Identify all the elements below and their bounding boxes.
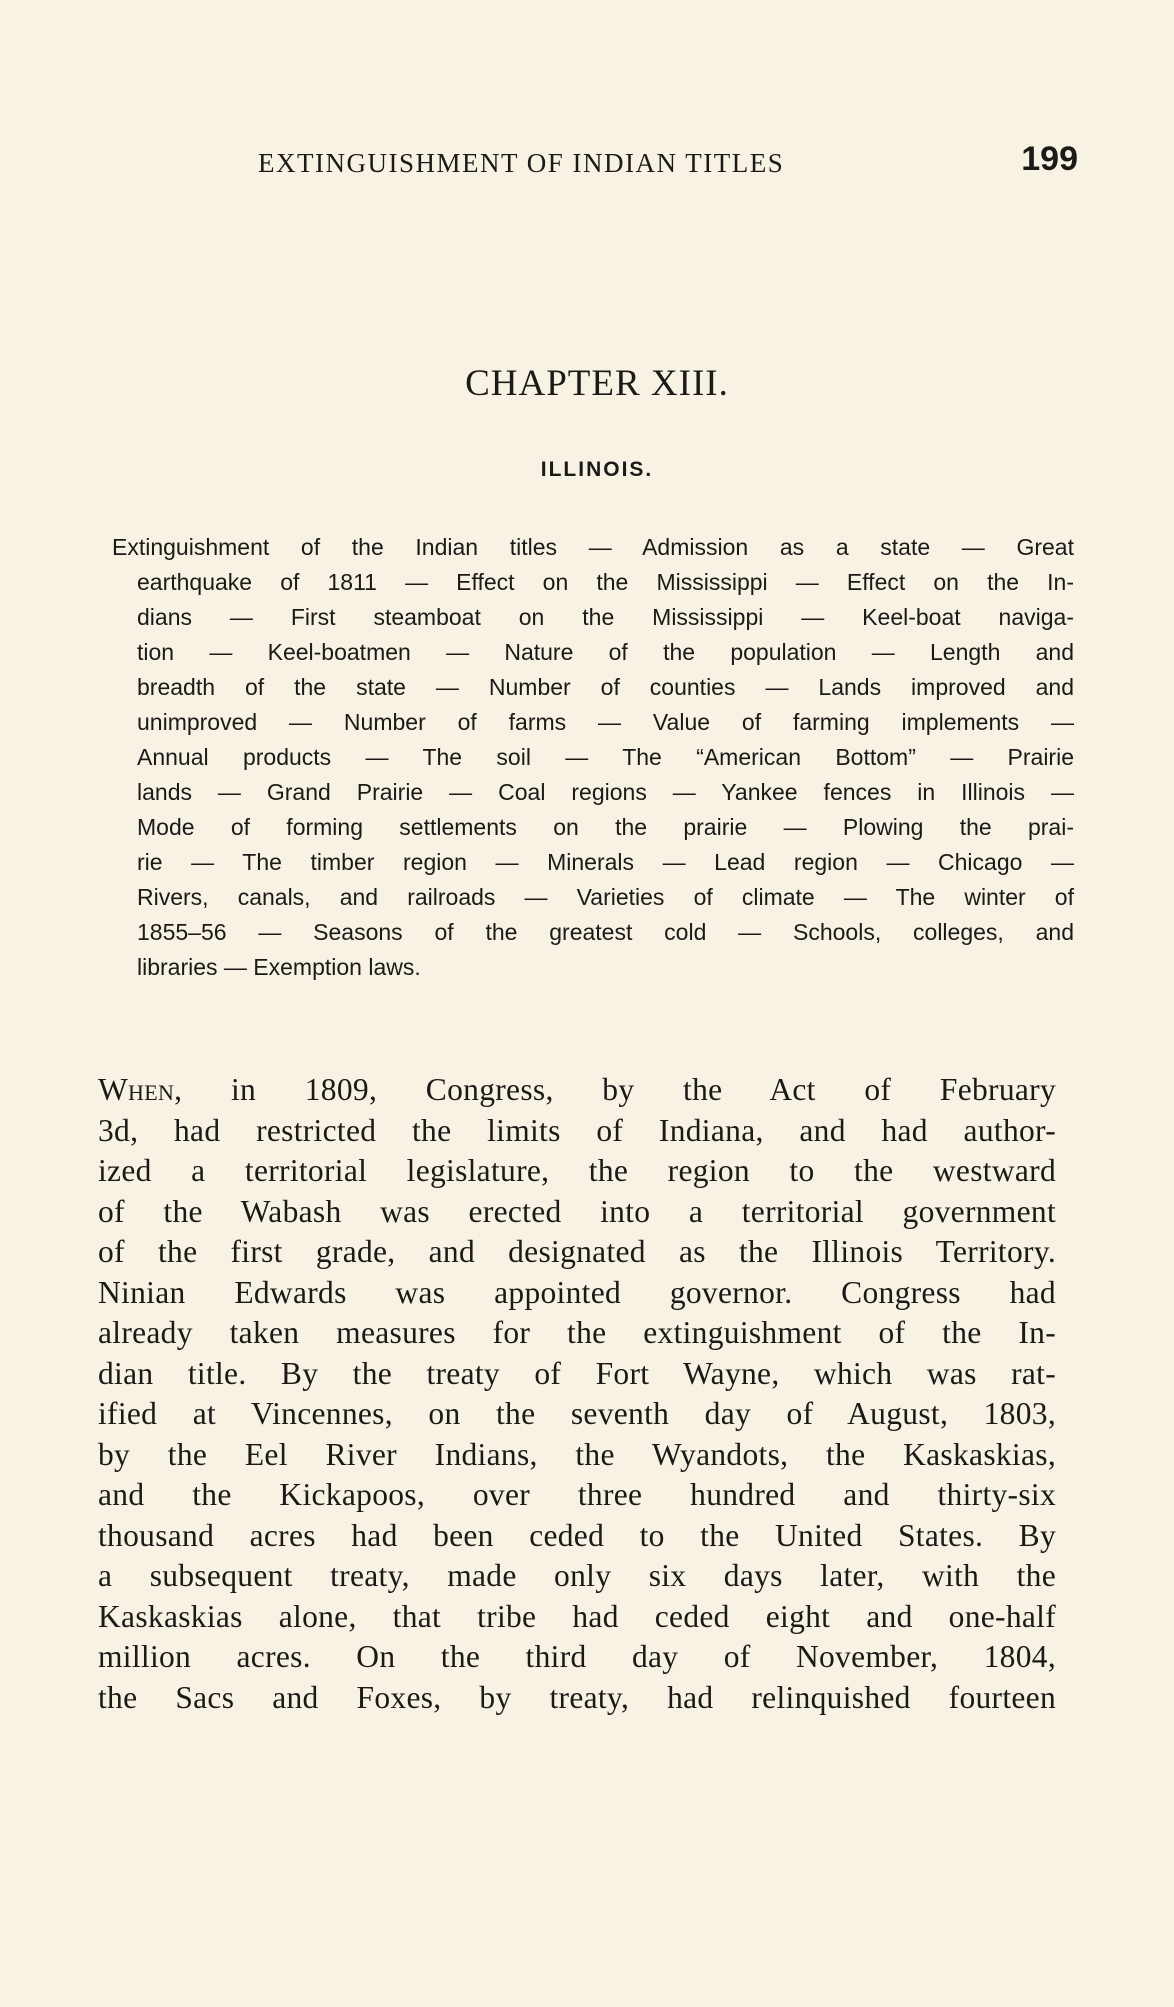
body-line: 3d, had restricted the limits of Indiana, and had author-	[98, 1112, 1056, 1148]
body-line: Ninian Edwards was appointed governor. Congress had	[98, 1274, 1056, 1310]
body-line: of the first grade, and designated as the Illinois Territory.	[98, 1234, 1056, 1269]
body-line	[98, 1070, 1056, 1111]
body-line: already taken measures for the extinguishment of the In-	[98, 1315, 1056, 1350]
body-paragraph	[98, 1070, 1056, 1718]
running-title: EXTINGUISHMENT OF INDIAN TITLES	[258, 148, 785, 178]
summary-line: tion — Keel-boatmen — Nature of the population — Length and	[137, 639, 1074, 665]
body-line: ized a territorial legislature, the region to the westward	[98, 1153, 1056, 1188]
body-line: dian title. By the treaty of Fort Wayne, which was rat-	[98, 1355, 1056, 1391]
summary-line: 1855–56 — Seasons of the greatest cold — Schools, colleges, and	[137, 919, 1074, 945]
summary-line: Annual products — The soil — The “American Bottom” — Prairie	[137, 744, 1074, 770]
summary-line: lands — Grand Prairie — Coal regions — Yankee fences in Illinois —	[137, 779, 1074, 805]
summary-line: dians — First steamboat on the Mississippi — Keel-boat naviga-	[137, 604, 1074, 630]
body-line: ified at Vincennes, on the seventh day of August, 1803,	[98, 1396, 1056, 1431]
summary-line: unimproved — Number of farms — Value of farming implements —	[137, 709, 1074, 735]
summary-line: rie — The timber region — Minerals — Lead region — Chicago —	[137, 849, 1074, 875]
summary-line: earthquake of 1811 — Effect on the Mississippi — Effect on the In-	[137, 569, 1074, 595]
summary-line: Extinguishment of the Indian titles — Admission as a state — Great	[112, 534, 1074, 560]
summary-line: Rivers, canals, and railroads — Varieties of climate — The winter of	[137, 884, 1074, 910]
opening-word: When	[98, 1072, 175, 1107]
running-head	[258, 140, 1078, 184]
body-line: million acres. On the third day of November, 1804,	[98, 1639, 1056, 1674]
body-line: and the Kickapoos, over three hundred and thirty-six	[98, 1477, 1056, 1512]
body-line: by the Eel River Indians, the Wyandots, the Kaskaskias,	[98, 1436, 1056, 1472]
summary-line: Mode of forming settlements on the prairie — Plowing the prai-	[137, 814, 1074, 840]
chapter-subtitle: ILLINOIS.	[540, 458, 654, 481]
chapter-summary	[112, 530, 1074, 985]
body-line: of the Wabash was erected into a territorial government	[98, 1193, 1056, 1229]
chapter-title: CHAPTER XIII.	[465, 363, 729, 404]
body-line: Kaskaskias alone, that tribe had ceded eight and one-half	[98, 1598, 1056, 1634]
body-line: thousand acres had been ceded to the United States. By	[98, 1517, 1056, 1553]
body-line: a subsequent treaty, made only six days later, with the	[98, 1558, 1056, 1593]
page-number: 199	[1021, 140, 1078, 178]
summary-line: libraries — Exemption laws.	[137, 954, 421, 980]
first-line-rest: , in 1809, Congress, by the Act of February	[174, 1072, 1056, 1107]
summary-line: breadth of the state — Number of counties — Lands improved and	[137, 674, 1074, 700]
body-line: the Sacs and Foxes, by treaty, had relinquished fourteen	[98, 1679, 1056, 1715]
